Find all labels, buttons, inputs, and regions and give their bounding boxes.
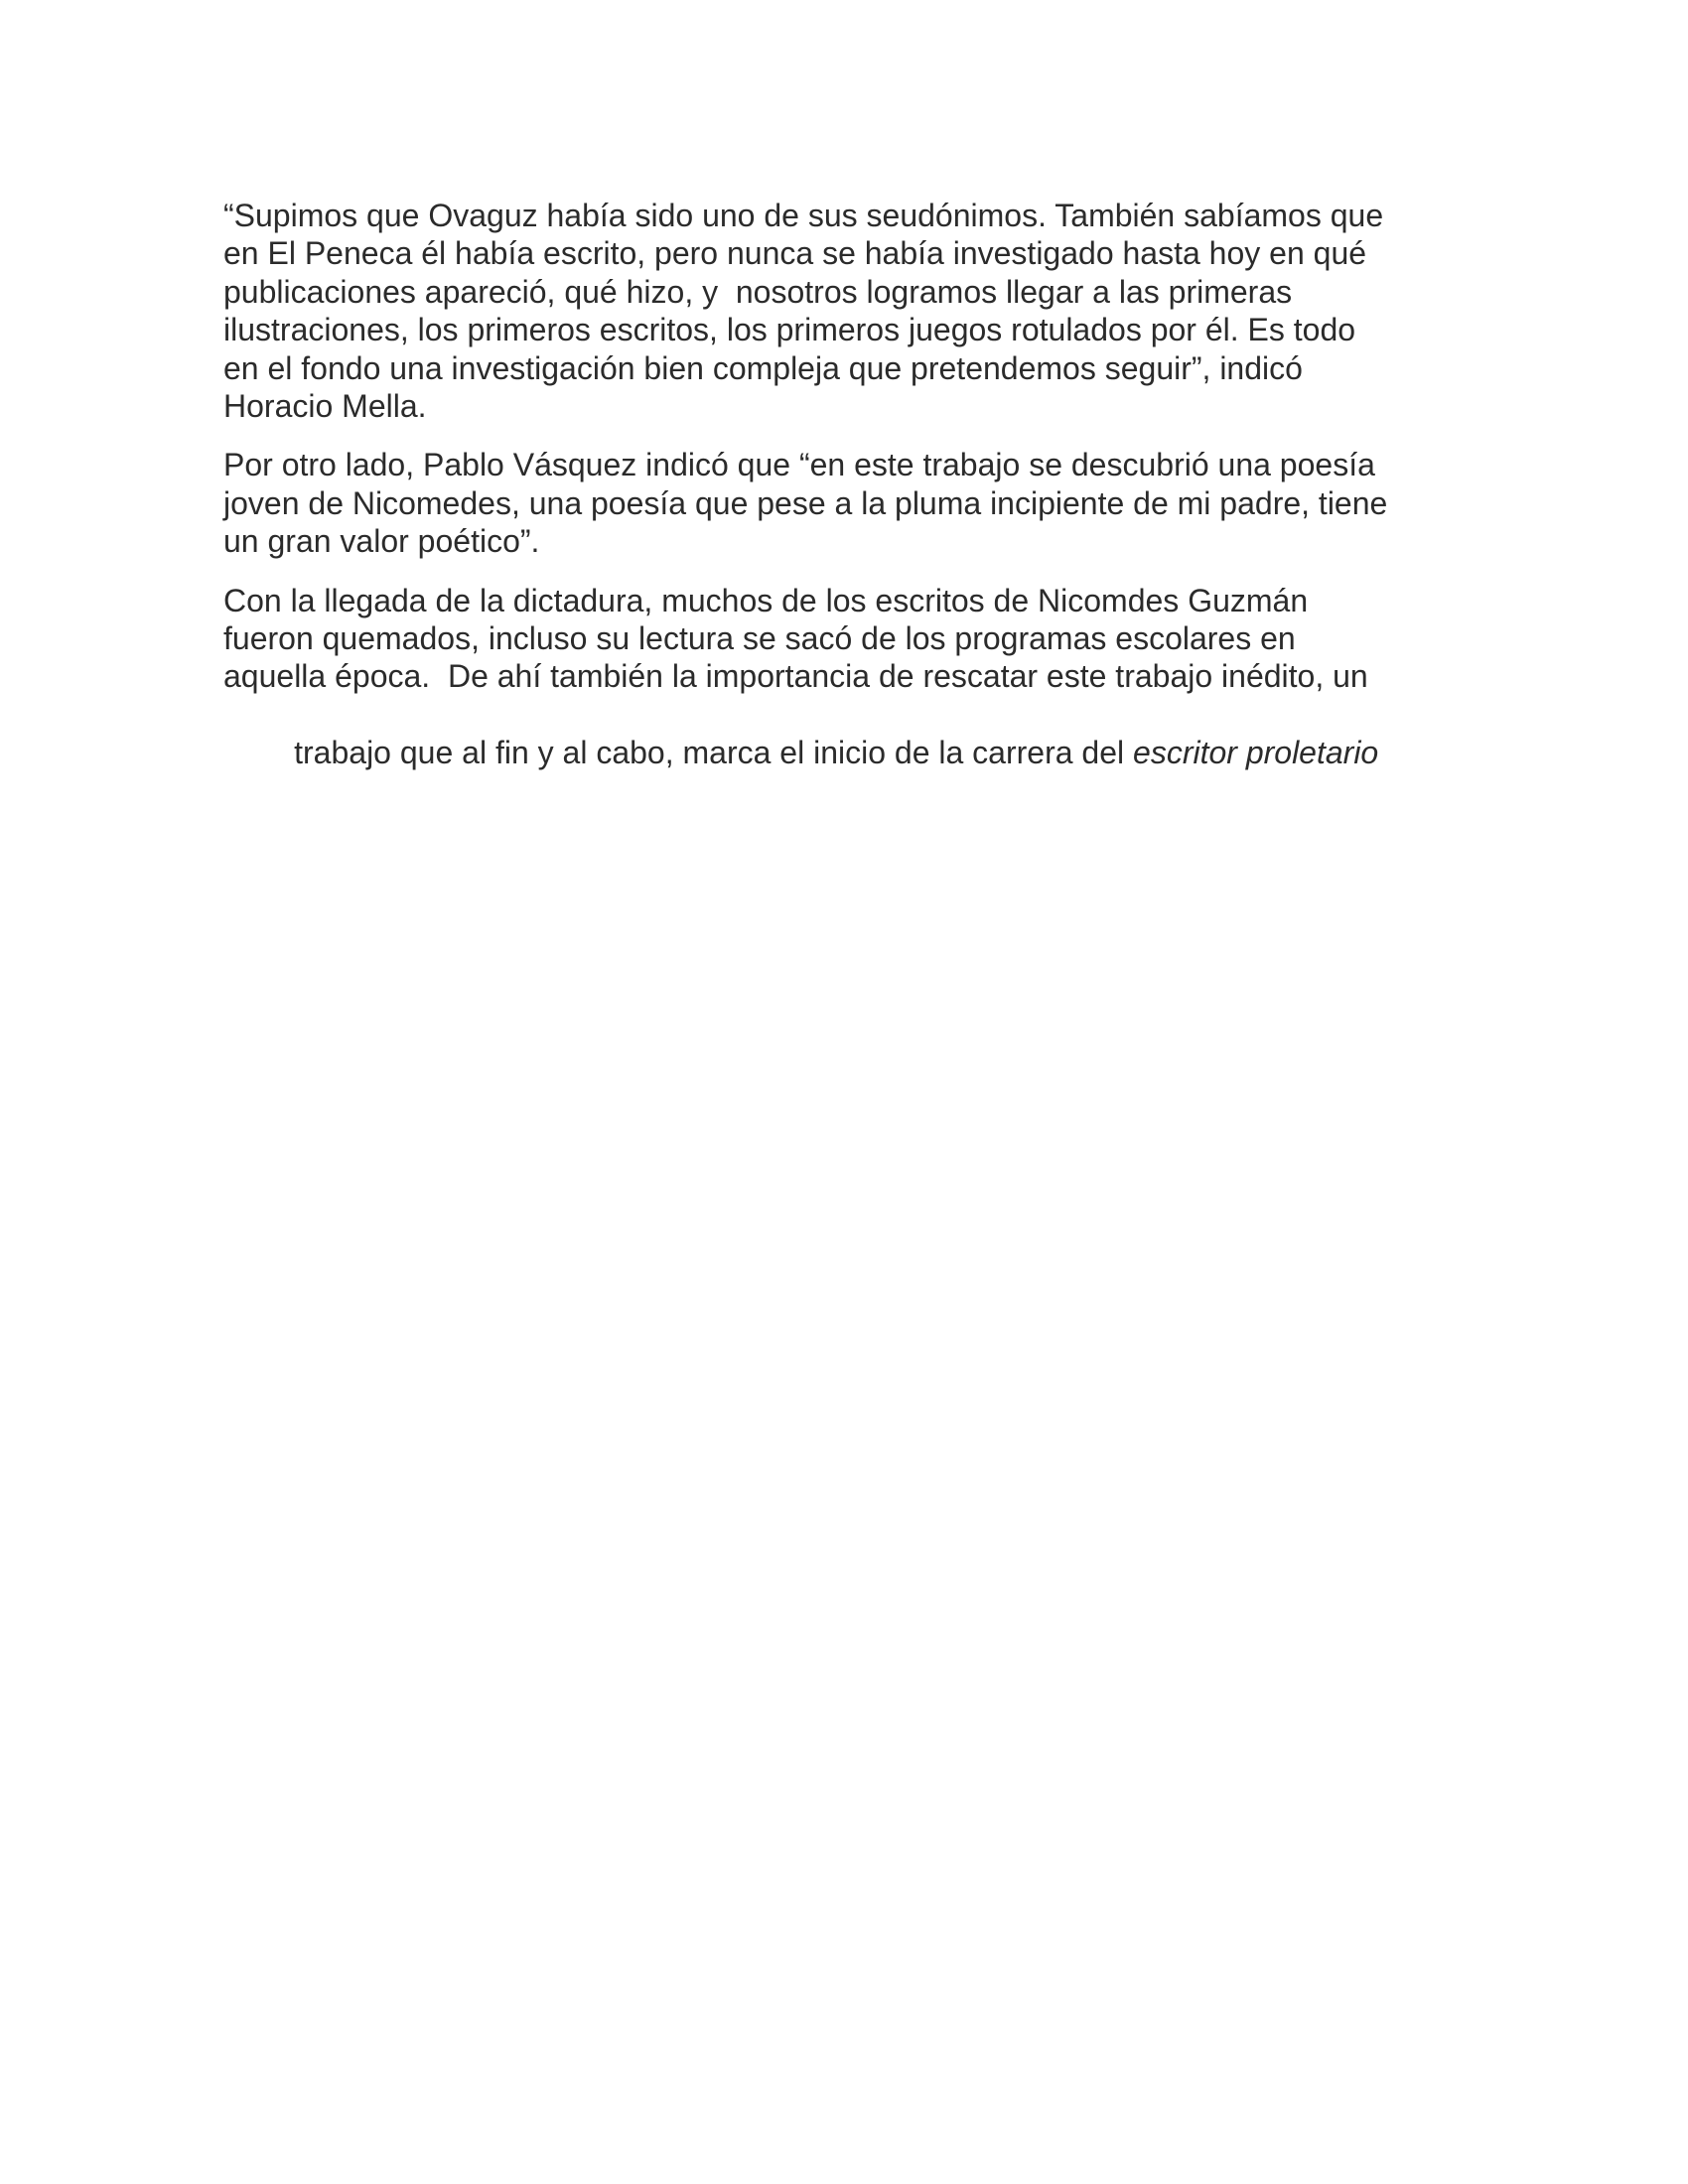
text-line: fueron quemados, incluso su lectura se sacó de los programas escolares en [223,620,1296,657]
paragraph-1 [223,197,1475,425]
paragraph-2 [223,446,1475,560]
text-line: aquella época. De ahí también la importancia de rescatar este trabajo inédito, un [223,658,1368,695]
text-line [223,696,1475,810]
text-line: en El Peneca él había escrito, pero nunca se había investigado hasta hoy en qué [223,235,1367,272]
text-line: Por otro lado, Pablo Vásquez indicó que “en este trabajo se descubrió una poesía [223,447,1375,483]
document-body [223,197,1475,831]
text-line: Con la llegada de la dictadura, muchos de los escritos de Nicomdes Guzmán [223,582,1309,618]
text-line: en el fondo una investigación bien compleja que pretendemos seguir”, indicó [223,349,1303,386]
text-line: un gran valor poético”. [223,523,540,560]
text-line: publicaciones apareció, qué hizo, y nosotros logramos llegar a las primeras [223,273,1293,310]
text-segment-italic: escritor proletario [1133,735,1379,771]
paragraph-3 [223,582,1475,810]
text-line: “Supimos que Ovaguz había sido uno de sus seudónimos. También sabíamos que [223,198,1384,233]
text-line: joven de Nicomedes, una poesía que pese a la pluma incipiente de mi padre, tiene [223,484,1388,521]
text-line: Horacio Mella. [223,388,427,425]
text-line: ilustraciones, los primeros escritos, los primeros juegos rotulados por él. Es todo [223,312,1356,348]
text-segment-regular: trabajo que al fin y al cabo, marca el inicio de la carrera del [294,735,1134,771]
